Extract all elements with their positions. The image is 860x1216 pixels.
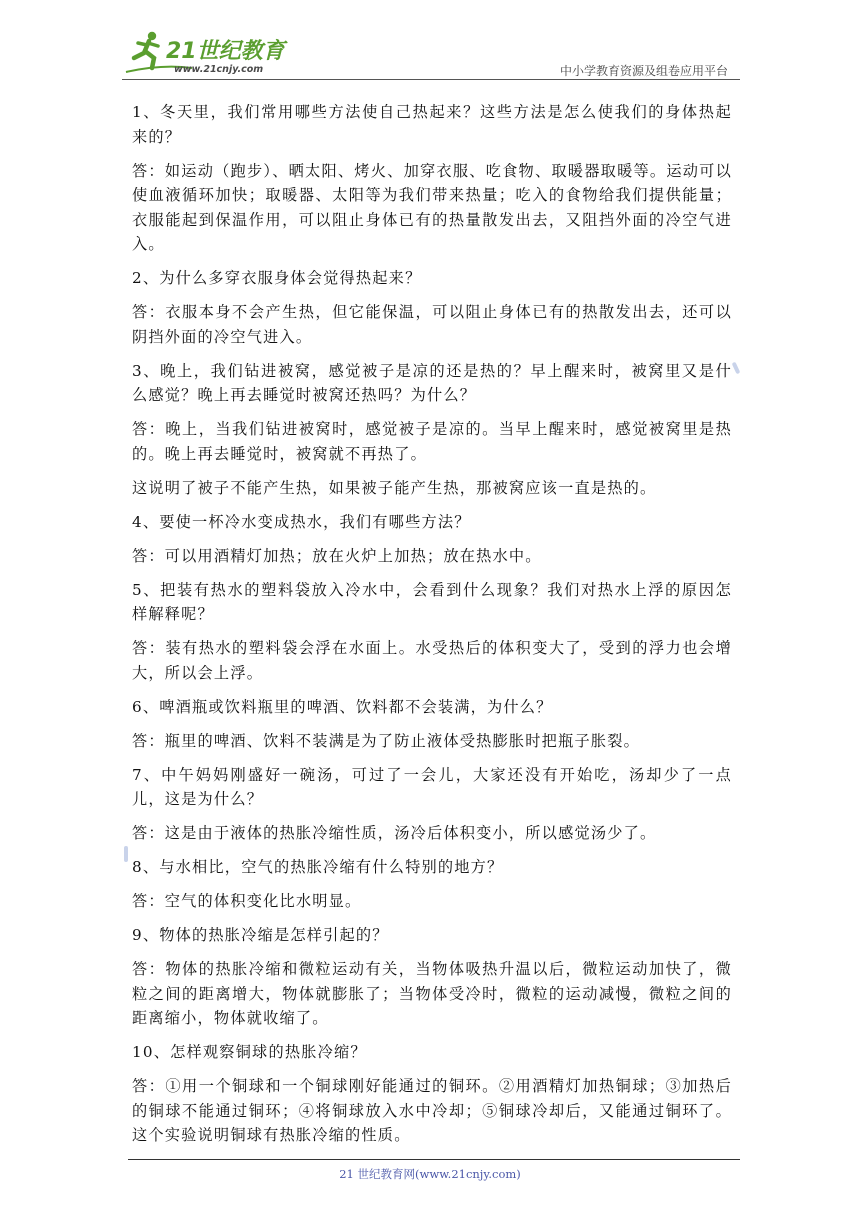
question-7: 7、中午妈妈刚盛好一碗汤，可过了一会儿，大家还没有开始吃，汤却少了一点儿，这是为什么？ xyxy=(132,765,732,808)
answer-3-explanation: 这说明了被子不能产生热，如果被子能产生热，那被窝应该一直是热的。 xyxy=(132,478,657,497)
question-3: 3、晚上，我们钻进被窝，感觉被子是凉的还是热的？早上醒来时，被窝里又是什么感觉？晚上再去睡觉时被窝还热吗？为什么？ xyxy=(132,361,732,404)
logo-url: www.21cnjy.com xyxy=(174,64,264,75)
answer-8: 答：空气的体积变化比水明显。 xyxy=(132,892,362,910)
answer-3: 答：晚上，当我们钻进被窝时，感觉被子是凉的。当早上醒来时，感觉被窝里是热的。晚上再去睡觉时，被窝就不再热了。 xyxy=(132,420,732,463)
question-2: 2、为什么多穿衣服身体会觉得热起来？ xyxy=(132,269,422,287)
footer-link[interactable]: 21 世纪教育网(www.21cnjy.com) xyxy=(339,1167,521,1181)
question-4: 4、要使一杯冷水变成热水，我们有哪些方法？ xyxy=(132,512,471,531)
margin-mark-left xyxy=(124,846,128,862)
header-divider xyxy=(122,79,740,80)
question-10: 10、怎样观察铜球的热胀冷缩？ xyxy=(132,1043,367,1061)
header-tagline: 中小学教育资源及组卷应用平台 xyxy=(559,64,728,78)
question-9: 9、物体的热胀冷缩是怎样引起的？ xyxy=(132,926,389,944)
logo-mark xyxy=(122,28,302,76)
footer-divider xyxy=(128,1159,740,1160)
answer-5: 答：装有热水的塑料袋会浮在水面上。水受热后的体积变大了，受到的浮力也会增大，所以会上浮。 xyxy=(132,639,732,682)
answer-4: 答：可以用酒精灯加热；放在火炉上加热；放在热水中。 xyxy=(132,546,542,565)
answer-6: 答：瓶里的啤酒、饮料不装满是为了防止液体受热膨胀时把瓶子胀裂。 xyxy=(132,731,641,750)
logo-text: 21世纪教育 xyxy=(166,39,285,64)
question-8: 8、与水相比，空气的热胀冷缩有什么特别的地方？ xyxy=(132,858,504,876)
logo-21cnjy xyxy=(122,28,302,76)
answer-1: 答：如运动（跑步）、晒太阳、烤火、加穿衣服、吃食物、取暖器取暖等。运动可以使血液循环加快；取暖器、太阳等为我们带来热量；吃入的食物给我们提供能量；衣服能起到保温作用，可以阻止身体已有的热量散发出去，又阻挡外面的冷空气进入。 xyxy=(132,161,732,253)
answer-2: 答：衣服本身不会产生热，但它能保温，可以阻止身体已有的热散发出去，还可以阴挡外面的冷空气进入。 xyxy=(132,303,732,346)
answer-9: 答：物体的热胀冷缩和微粒运动有关，当物体吸热升温以后，微粒运动加快了，微粒之间的距离增大，物体就膨胀了；当物体受冷时，微粒的运动减慢，微粒之间的距离缩小，物体就收缩了。 xyxy=(132,960,732,1027)
question-5: 5、把装有热水的塑料袋放入冷水中，会看到什么现象？我们对热水上浮的原因怎样解释呢？ xyxy=(132,580,732,623)
page-header xyxy=(122,28,740,80)
question-1: 1、冬天里，我们常用哪些方法使自己热起来？这些方法是怎么使我们的身体热起来的？ xyxy=(132,103,732,146)
document-body xyxy=(132,100,732,1157)
margin-mark-right xyxy=(732,362,741,375)
answer-10: 答：①用一个铜球和一个铜球刚好能通过的铜环。②用酒精灯加热铜球；③加热后的铜球不能通过铜环；④将铜球放入水中冷却；⑤铜球冷却后，又能通过铜环了。这个实验说明铜球有热胀冷缩的性质。 xyxy=(132,1077,732,1144)
question-6: 6、啤酒瓶或饮料瓶里的啤酒、饮料都不会装满，为什么？ xyxy=(132,697,553,716)
answer-7: 答：这是由于液体的热胀冷缩性质，汤冷后体积变小，所以感觉汤少了。 xyxy=(132,824,657,842)
